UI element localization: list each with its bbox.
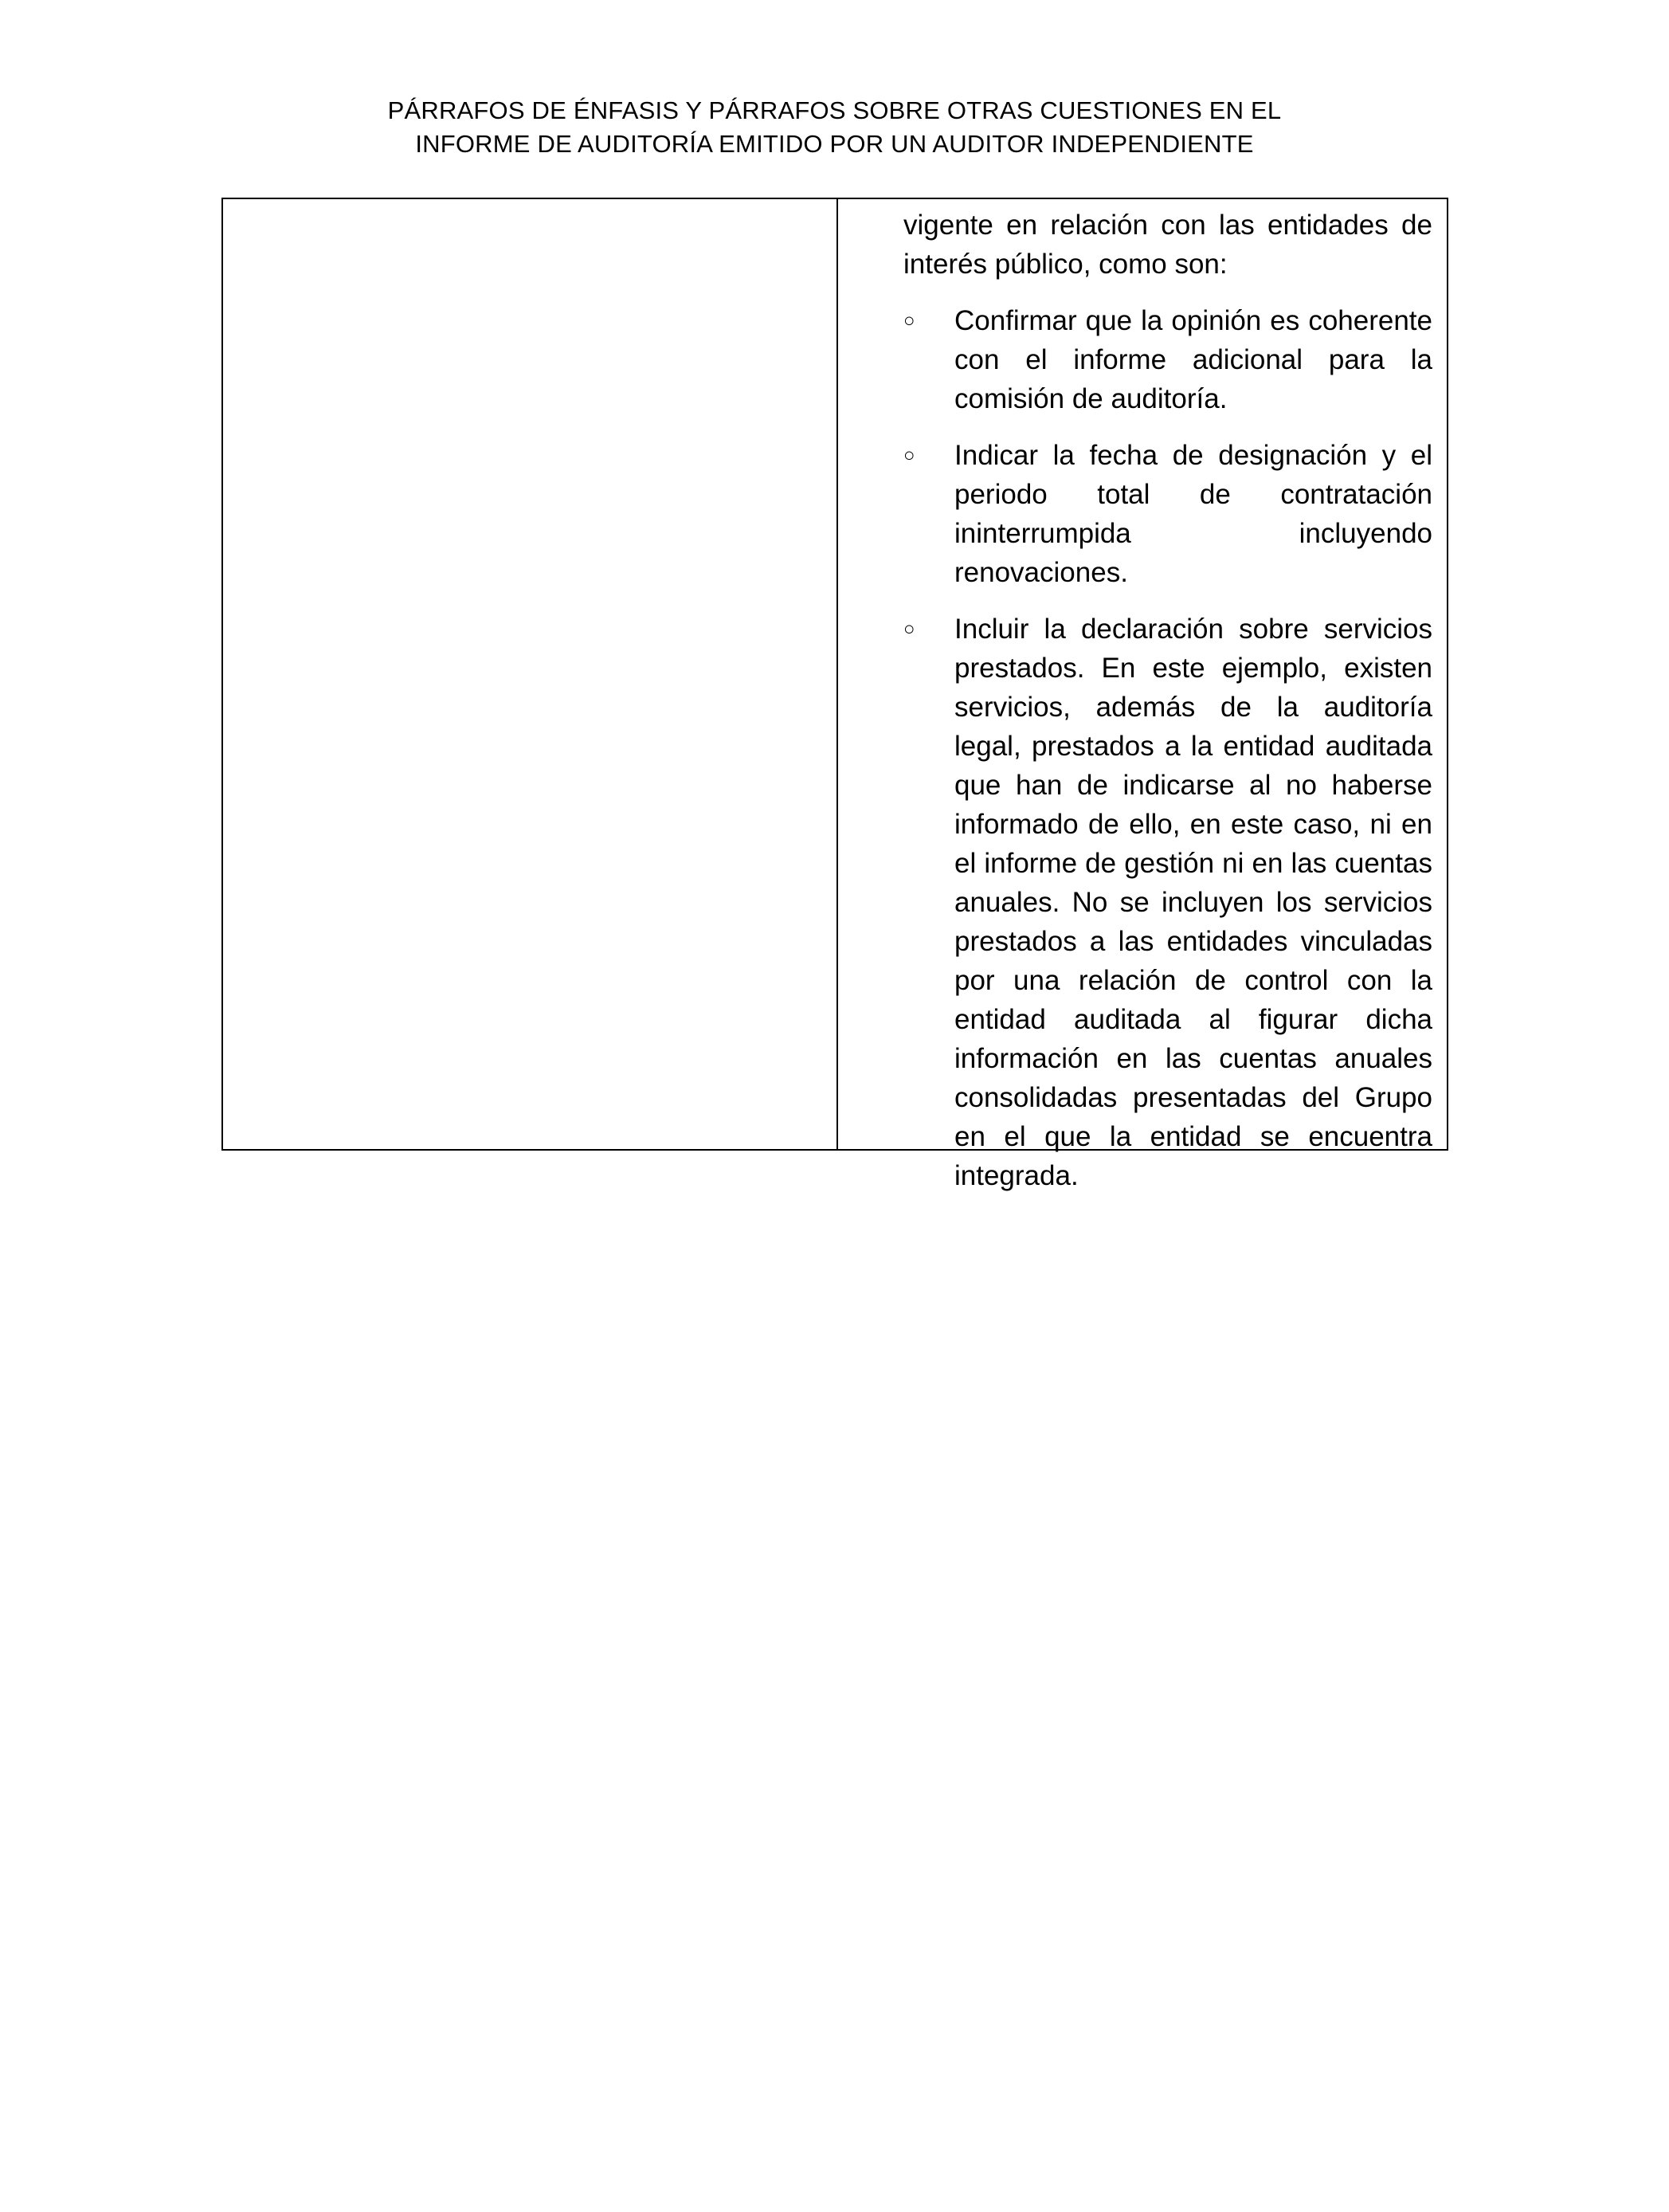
list-item [903,610,1432,1195]
circle-bullet-icon: ○ [903,618,915,640]
table-cell-right [838,199,1447,1191]
header-line-2: INFORME DE AUDITORÍA EMITIDO POR UN AUDITOR INDEPENDIENTE [415,130,1254,158]
list-item [903,436,1432,592]
header-line-1: PÁRRAFOS DE ÉNFASIS Y PÁRRAFOS SOBRE OTRAS CUESTIONES EN EL [387,96,1282,124]
circle-bullet-icon: ○ [903,310,915,331]
list-item-text: Indicar la fecha de designación y el periodo total de contratación ininterrumpida incluyendo renovaciones. [954,440,1432,588]
list-item-text: Incluir la declaración sobre servicios prestados. En este ejemplo, existen servicios, además de la auditoría legal, prestados a la entidad auditada que han de indicarse al no haberse informado de ello, en este caso, ni en el informe de gestión ni en las cuentas anuales. No se incluyen los servicios prestados a las entidades vinculadas por una relación de control con la entidad auditada al figurar dicha información en las cuentas anuales consolidadas presentadas del Grupo en el que la entidad se encuentra integrada. [954,614,1432,1191]
circle-bullet-icon: ○ [903,445,915,466]
table-cell-left [223,199,838,1149]
document-table [221,198,1448,1191]
intro-paragraph: vigente en relación con las entidades de interés público, como son: [903,210,1432,280]
bullet-list [903,301,1432,1195]
list-item-text: Confirmar que la opinión es coherente con el informe adicional para la comisión de auditoría. [954,305,1432,414]
list-item [903,301,1432,418]
page-header [0,94,1669,161]
